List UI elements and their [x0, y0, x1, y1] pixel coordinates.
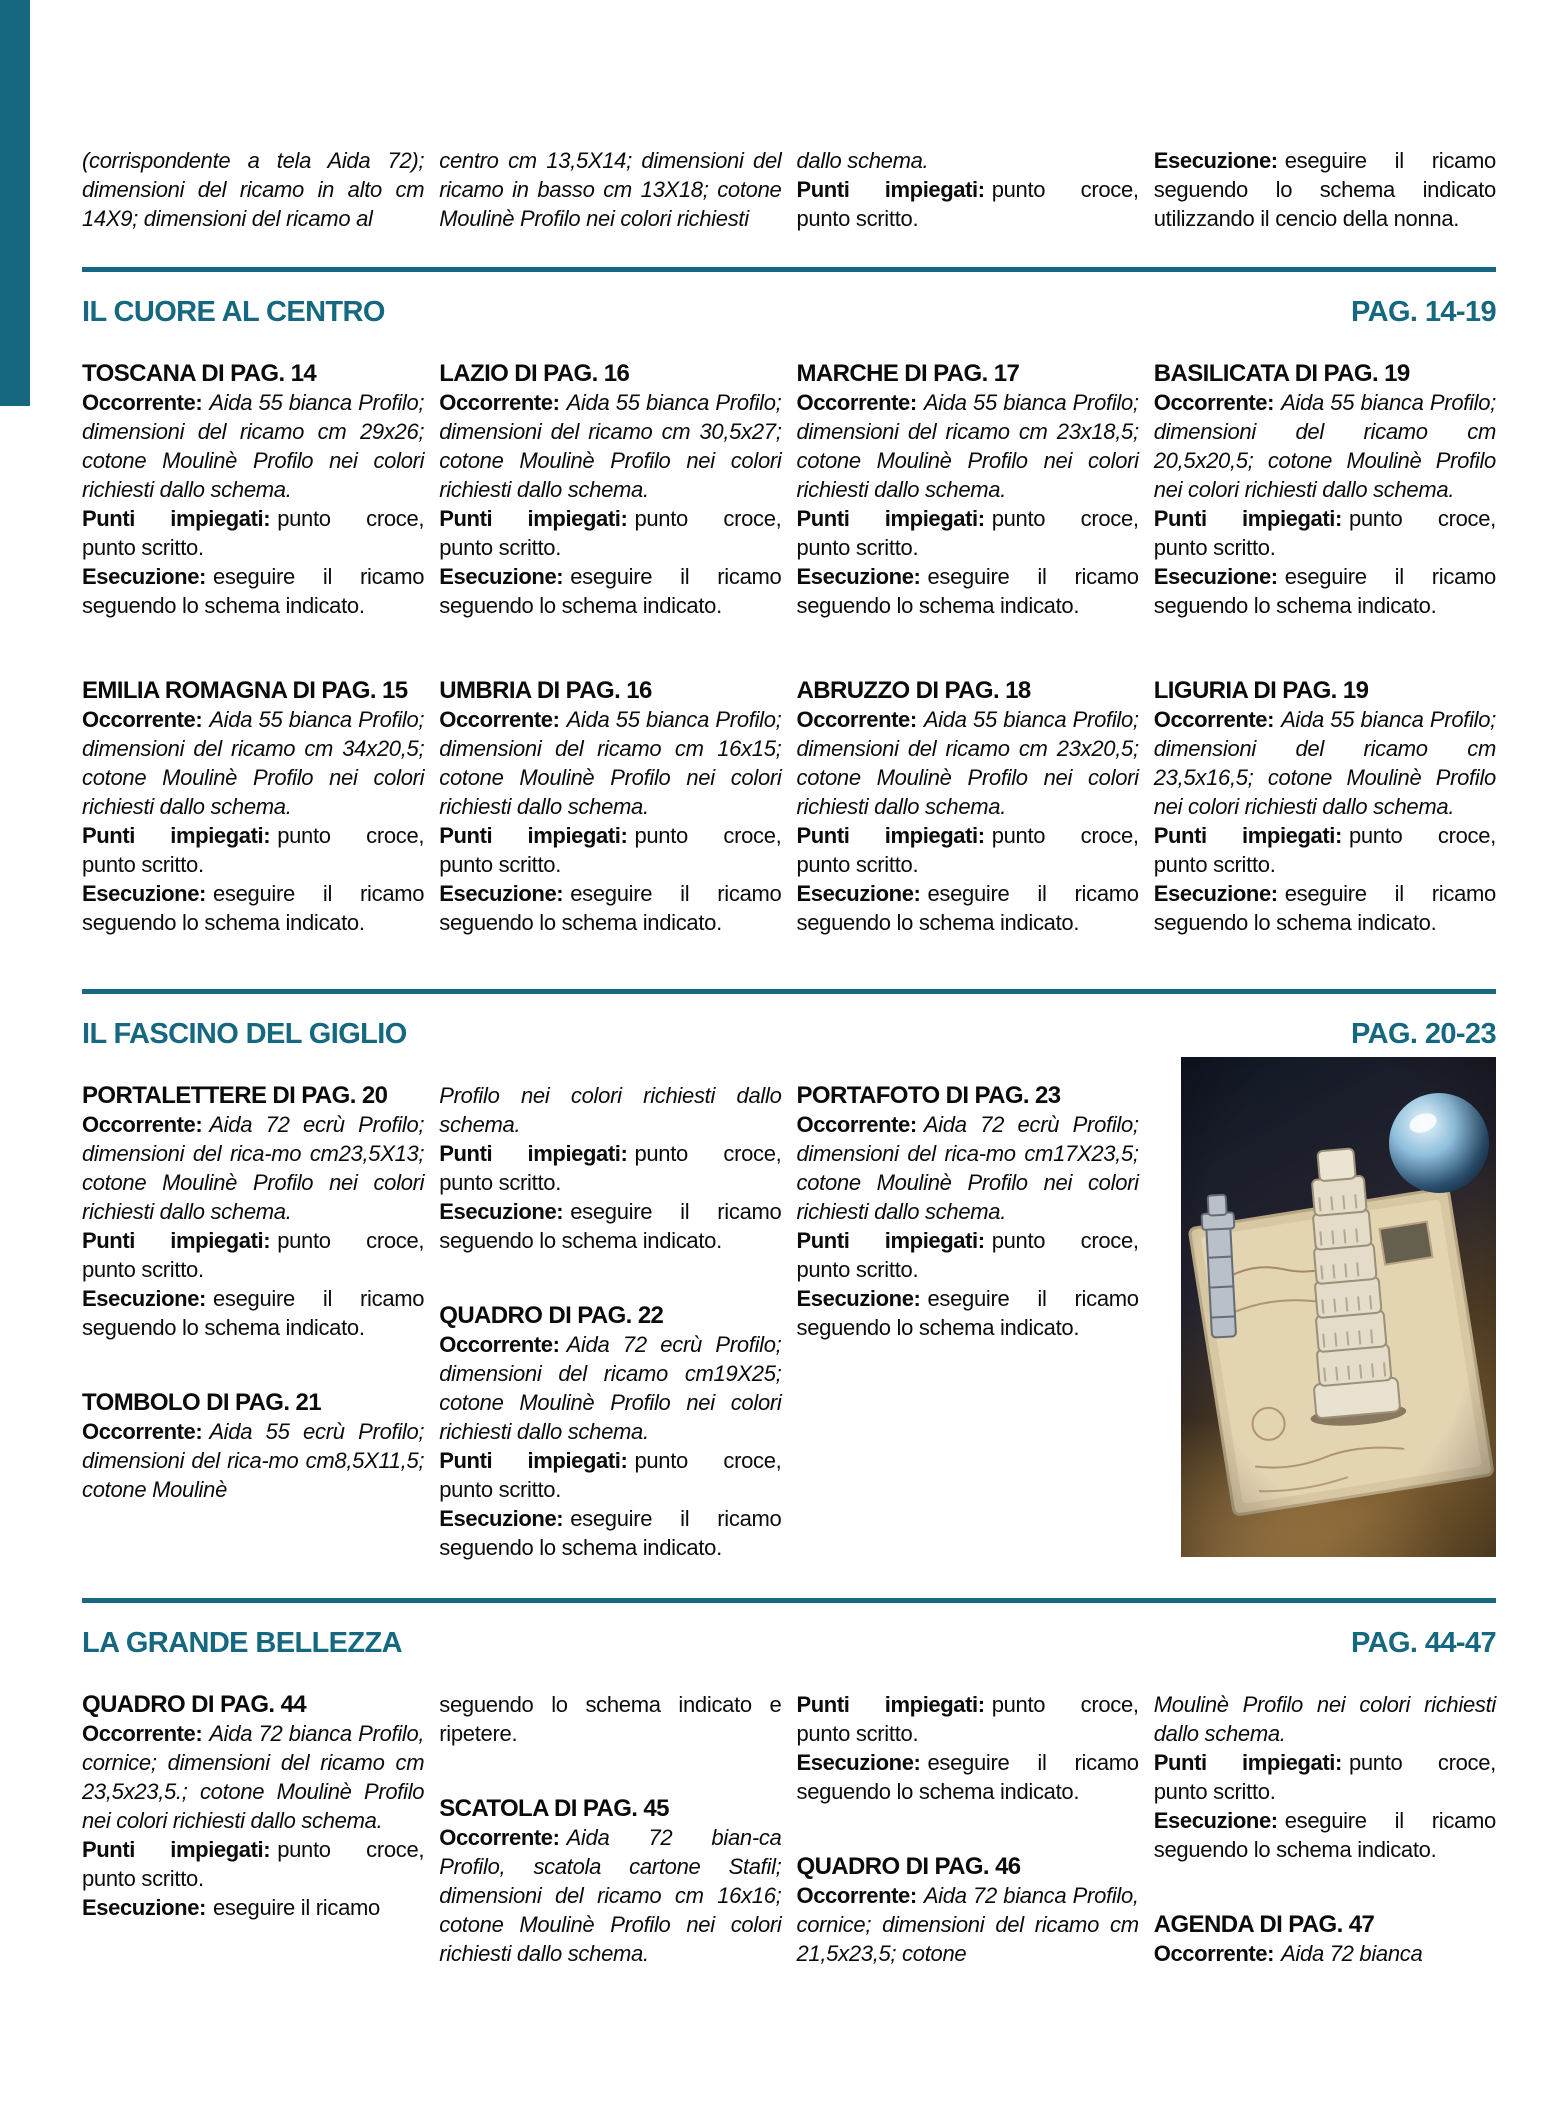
esecuzione-text: eseguire il ricamo seguendo lo schema indicato.	[1153, 564, 1496, 618]
project-block-tombolo	[82, 1388, 424, 1504]
project-block-quadro-44	[82, 1690, 424, 1922]
esecuzione-label: Esecuzione:	[439, 1506, 564, 1531]
punti-paragraph	[1154, 1748, 1496, 1806]
section-header	[82, 295, 1496, 329]
esecuzione-paragraph	[797, 1748, 1139, 1806]
occorrente-paragraph	[82, 1417, 424, 1504]
punti-text: punto croce, punto scritto.	[82, 506, 425, 560]
project-block-scatola	[439, 1794, 781, 1968]
occorrente-label: Occorrente:	[796, 390, 917, 415]
section-title: IL CUORE AL CENTRO	[82, 296, 385, 328]
occorrente-text: Aida 55 bianca Profilo; dimensioni del ricamo cm 30,5x27; cotone Moulinè Profilo nei colori richiesti dallo schema.	[439, 390, 782, 502]
top-col-1	[82, 146, 424, 233]
esecuzione-text: eseguire il ricamo seguendo lo schema indicato.	[796, 1286, 1139, 1340]
occorrente-text: Aida 55 bianca Profilo; dimensioni del ricamo cm 23,5x16,5; cotone Moulinè Profilo nei colori richiesti dallo schema.	[1153, 707, 1496, 819]
occorrente-label: Occorrente:	[796, 1112, 917, 1137]
occorrente-label: Occorrente:	[82, 1419, 203, 1444]
esecuzione-paragraph	[1154, 1806, 1496, 1864]
punti-label: Punti impiegati:	[439, 823, 628, 848]
occorrente-paragraph	[1154, 1939, 1496, 1968]
esecuzione-label: Esecuzione:	[82, 564, 206, 589]
project-title: LIGURIA DI PAG. 19	[1153, 677, 1369, 704]
occorrente-text: Aida 55 ecrù Profilo; dimensioni del rica-mo cm8,5X11,5; cotone Moulinè	[82, 1419, 425, 1502]
esecuzione-paragraph	[439, 1197, 781, 1255]
project-title: LAZIO DI PAG. 16	[439, 360, 630, 387]
occorrente-text: Aida 72 ecrù Profilo; dimensioni del ricamo cm19X25; cotone Moulinè Profilo nei colori richiesti dallo schema.	[439, 1332, 782, 1444]
occorrente-text: Aida 72 bianca Profilo, cornice; dimensioni del ricamo cm 21,5x23,5; cotone	[796, 1883, 1139, 1966]
esecuzione-paragraph	[1154, 146, 1496, 233]
esecuzione-paragraph	[82, 1284, 424, 1342]
section-3-col-2	[439, 1690, 781, 1968]
project-title: ABRUZZO DI PAG. 18	[796, 677, 1031, 704]
punti-text: punto croce, punto scritto.	[1153, 1750, 1496, 1804]
page-content	[82, 0, 1496, 1968]
tombolo-continuation	[439, 1081, 781, 1255]
project-title: SCATOLA DI PAG. 45	[439, 1795, 669, 1822]
occorrente-paragraph	[797, 1110, 1139, 1226]
occorrente-text: Aida 55 bianca Profilo; dimensioni del ricamo cm 23x20,5; cotone Moulinè Profilo nei colori richiesti dallo schema.	[796, 707, 1139, 819]
esecuzione-paragraph	[439, 879, 781, 937]
project-title: TOMBOLO DI PAG. 21	[82, 1389, 322, 1416]
pisa-tower-photo	[1181, 1057, 1496, 1557]
project-title: PORTALETTERE DI PAG. 20	[82, 1082, 388, 1109]
esecuzione-text: eseguire il ricamo seguendo lo schema indicato.	[82, 881, 425, 935]
project-block-portafoto	[797, 1081, 1139, 1342]
esecuzione-paragraph	[82, 562, 424, 620]
left-margin-bar	[0, 0, 30, 406]
occorrente-text: Aida 72 bianca Profilo, cornice; dimensioni del ricamo cm 23,5x23,5.; cotone Moulinè Profilo nei colori richiesti dallo schema.	[82, 1721, 425, 1833]
project-title: AGENDA DI PAG. 47	[1153, 1911, 1375, 1938]
section-3-col-4	[1154, 1690, 1496, 1968]
occorrente-label: Occorrente:	[439, 707, 560, 732]
esecuzione-text: eseguire il ricamo seguendo lo schema indicato.	[439, 1506, 782, 1560]
esecuzione-label: Esecuzione:	[1153, 564, 1278, 589]
section-2-col-3	[797, 1081, 1139, 1342]
section-2-col-1	[82, 1081, 424, 1504]
occorrente-text: Aida 72 ecrù Profilo; dimensioni del rica-mo cm23,5X13; cotone Moulinè Profilo nei colori richiesti dallo schema.	[82, 1112, 425, 1224]
esecuzione-text: eseguire il ricamo seguendo lo schema indicato.	[82, 1286, 425, 1340]
punti-paragraph	[1154, 821, 1496, 879]
punti-paragraph	[1154, 504, 1496, 562]
section-divider-rule	[82, 267, 1496, 272]
project-title: UMBRIA DI PAG. 16	[439, 677, 652, 704]
punti-text: punto croce, punto scritto.	[796, 1228, 1139, 1282]
punti-text: punto croce, punto scritto.	[796, 506, 1139, 560]
occorrente-label: Occorrente:	[82, 390, 203, 415]
punti-label: Punti impiegati:	[82, 1837, 271, 1862]
project-block-abruzzo	[797, 676, 1139, 937]
occorrente-text: Profilo nei colori richiesti dallo schema.	[439, 1083, 782, 1137]
occorrente-paragraph	[1154, 705, 1496, 821]
punti-paragraph	[439, 821, 781, 879]
project-title: PORTAFOTO DI PAG. 23	[796, 1082, 1061, 1109]
occorrente-label: Occorrente:	[439, 390, 560, 415]
occorrente-label: Occorrente:	[1153, 707, 1275, 732]
occorrente-paragraph	[439, 705, 781, 821]
occorrente-paragraph	[797, 705, 1139, 821]
continuation-text	[1154, 1690, 1496, 1748]
punti-label: Punti impiegati:	[439, 1141, 628, 1166]
top-col-4	[1154, 146, 1496, 233]
esecuzione-text: eseguire il ricamo seguendo lo schema indicato.	[439, 564, 782, 618]
esecuzione-text: eseguire il ricamo seguendo lo schema indicato utilizzando il cencio della nonna.	[1153, 148, 1496, 231]
occorrente-text: Aida 55 bianca Profilo; dimensioni del ricamo cm 20,5x20,5; cotone Moulinè Profilo nei colori richiesti dallo schema.	[1153, 390, 1496, 502]
punti-label: Punti impiegati:	[1153, 1750, 1342, 1775]
occorrente-label: Occorrente:	[82, 1112, 203, 1137]
punti-label: Punti impiegati:	[1153, 823, 1342, 848]
project-block-basilicata	[1154, 359, 1496, 620]
occorrente-paragraph	[82, 1719, 424, 1835]
punti-paragraph	[797, 1226, 1139, 1284]
esecuzione-label: Esecuzione:	[796, 881, 921, 906]
punti-label: Punti impiegati:	[439, 506, 628, 531]
occorrente-label: Occorrente:	[82, 1721, 203, 1746]
esecuzione-label: Esecuzione:	[796, 564, 921, 589]
section-divider-rule	[82, 989, 1496, 994]
punti-text: punto croce, punto scritto.	[82, 1837, 425, 1891]
section-page-range: PAG. 44-47	[1351, 1627, 1496, 1659]
esecuzione-paragraph	[439, 562, 781, 620]
continuation-text	[439, 1081, 781, 1139]
esecuzione-paragraph	[439, 1504, 781, 1562]
punti-label: Punti impiegati:	[82, 506, 271, 531]
occorrente-paragraph	[439, 1330, 781, 1446]
punti-label: Punti impiegati:	[1153, 506, 1342, 531]
esecuzione-label: Esecuzione:	[1153, 881, 1278, 906]
section-3-col-3	[797, 1690, 1139, 1968]
punti-text: punto croce, punto scritto.	[439, 1141, 782, 1195]
esecuzione-text: eseguire il ricamo seguendo lo schema indicato.	[796, 564, 1139, 618]
section-title: IL FASCINO DEL GIGLIO	[82, 1018, 407, 1050]
project-block-emilia-romagna	[82, 676, 424, 937]
punti-paragraph	[439, 504, 781, 562]
quadro-46-continuation	[1154, 1690, 1496, 1864]
occorrente-paragraph	[797, 388, 1139, 504]
section-header	[82, 1017, 1496, 1051]
project-block-marche	[797, 359, 1139, 620]
project-title: QUADRO DI PAG. 46	[796, 1853, 1021, 1880]
quadro-44-continuation	[439, 1690, 781, 1748]
esecuzione-text: seguendo lo schema indicato e ripetere.	[439, 1692, 782, 1746]
continuation-text	[82, 146, 424, 233]
esecuzione-text: eseguire il ricamo seguendo lo schema indicato.	[1153, 881, 1496, 935]
section-2-col-2	[439, 1081, 781, 1562]
occorrente-text: Aida 72 ecrù Profilo; dimensioni del rica-mo cm17X23,5; cotone Moulinè Profilo nei colori richiesti dallo schema.	[796, 1112, 1139, 1224]
punti-label: Punti impiegati:	[82, 1228, 271, 1253]
occorrente-text: Aida 55 bianca Profilo; dimensioni del ricamo cm 23x18,5; cotone Moulinè Profilo nei colori richiesti dallo schema.	[796, 390, 1139, 502]
esecuzione-paragraph	[1154, 562, 1496, 620]
occorrente-paragraph	[82, 705, 424, 821]
occorrente-label: Occorrente:	[1153, 1941, 1275, 1966]
punti-paragraph	[797, 504, 1139, 562]
top-col-2	[439, 146, 781, 233]
occorrente-paragraph	[1154, 388, 1496, 504]
punti-paragraph	[82, 504, 424, 562]
esecuzione-text: eseguire il ricamo seguendo lo schema indicato.	[82, 564, 425, 618]
occorrente-text: centro cm 13,5X14; dimensioni del ricamo in basso cm 13X18; cotone Moulinè Profilo nei colori richiesti	[439, 148, 782, 231]
esecuzione-label: Esecuzione:	[796, 1286, 921, 1311]
occorrente-paragraph	[82, 388, 424, 504]
punti-paragraph	[439, 1446, 781, 1504]
section-3-col-1	[82, 1690, 424, 1922]
esecuzione-text: eseguire il ricamo seguendo lo schema indicato.	[439, 1199, 782, 1253]
esecuzione-label: Esecuzione:	[82, 1895, 206, 1920]
esecuzione-label: Esecuzione:	[439, 564, 564, 589]
punti-paragraph	[797, 1690, 1139, 1748]
esecuzione-paragraph	[1154, 879, 1496, 937]
esecuzione-text: eseguire il ricamo seguendo lo schema indicato.	[439, 881, 782, 935]
esecuzione-paragraph	[82, 1893, 424, 1922]
punti-label: Punti impiegati:	[439, 1448, 628, 1473]
esecuzione-label: Esecuzione:	[439, 1199, 564, 1224]
esecuzione-label: Esecuzione:	[1153, 148, 1278, 173]
esecuzione-label: Esecuzione:	[82, 881, 206, 906]
project-title: MARCHE DI PAG. 17	[796, 360, 1020, 387]
punti-label: Punti impiegati:	[796, 506, 985, 531]
section-divider-rule	[82, 1598, 1496, 1603]
punti-label: Punti impiegati:	[796, 823, 985, 848]
project-title: TOSCANA DI PAG. 14	[82, 360, 317, 387]
occorrente-label: Occorrente:	[1153, 390, 1275, 415]
punti-label: Punti impiegati:	[796, 1228, 985, 1253]
section-1-grid	[82, 359, 1496, 937]
punti-label: Punti impiegati:	[82, 823, 271, 848]
punti-text: punto croce, punto scritto.	[796, 177, 1139, 231]
project-block-umbria	[439, 676, 781, 937]
continuation-text	[439, 146, 781, 233]
occorrente-text: Aida 55 bianca Profilo; dimensioni del ricamo cm 34x20,5; cotone Moulinè Profilo nei colori richiesti dallo schema.	[82, 707, 425, 819]
occorrente-label: Occorrente:	[796, 1883, 917, 1908]
punti-text: punto croce, punto scritto.	[1153, 506, 1496, 560]
occorrente-label: Occorrente:	[439, 1332, 560, 1357]
project-block-liguria	[1154, 676, 1496, 937]
occorrente-text: Aida 55 bianca Profilo; dimensioni del ricamo cm 16x15; cotone Moulinè Profilo nei colori richiesti dallo schema.	[439, 707, 782, 819]
esecuzione-label: Esecuzione:	[82, 1286, 206, 1311]
project-block-lazio	[439, 359, 781, 620]
section-2-grid	[82, 1081, 1496, 1562]
esecuzione-paragraph	[797, 1284, 1139, 1342]
section-page-range: PAG. 20-23	[1351, 1018, 1496, 1050]
project-title: BASILICATA DI PAG. 19	[1153, 360, 1410, 387]
occorrente-text: Aida 72 bianca	[1281, 1941, 1423, 1966]
project-title: QUADRO DI PAG. 22	[439, 1302, 664, 1329]
continuation-text	[439, 1690, 781, 1748]
punti-paragraph	[797, 175, 1139, 233]
occorrente-paragraph	[797, 1881, 1139, 1968]
punti-text: punto croce, punto scritto.	[82, 1228, 425, 1282]
esecuzione-paragraph	[82, 879, 424, 937]
project-title: QUADRO DI PAG. 44	[82, 1691, 307, 1718]
section-title: LA GRANDE BELLEZZA	[82, 1627, 402, 1659]
occorrente-label: Occorrente:	[796, 707, 917, 732]
project-block-quadro-46	[797, 1852, 1139, 1968]
section-header	[82, 1626, 1496, 1660]
occorrente-text: (corrispondente a tela Aida 72); dimensioni del ricamo in alto cm 14X9; dimensioni del ricamo al	[82, 148, 425, 231]
punti-paragraph	[439, 1139, 781, 1197]
top-col-3	[797, 146, 1139, 233]
occorrente-text: Aida 72 bian-ca Profilo, scatola cartone Stafil; dimensioni del ricamo cm 16x16; cotone Moulinè Profilo nei colori richiesti dallo schema.	[439, 1825, 782, 1966]
project-title: EMILIA ROMAGNA DI PAG. 15	[82, 677, 408, 704]
esecuzione-text: eseguire il ricamo seguendo lo schema indicato.	[796, 1750, 1139, 1804]
continuation-text	[797, 146, 1139, 175]
occorrente-label: Occorrente:	[82, 707, 203, 732]
punti-text: punto croce, punto scritto.	[439, 1448, 782, 1502]
punti-text: punto croce, punto scritto.	[796, 823, 1139, 877]
project-block-toscana	[82, 359, 424, 620]
top-continuation-block	[82, 146, 1496, 233]
project-block-agenda	[1154, 1910, 1496, 1968]
occorrente-paragraph	[439, 388, 781, 504]
esecuzione-paragraph	[797, 879, 1139, 937]
punti-text: punto croce, punto scritto.	[1153, 823, 1496, 877]
occorrente-paragraph	[82, 1110, 424, 1226]
project-block-quadro-22	[439, 1301, 781, 1562]
esecuzione-text: eseguire il ricamo	[212, 1895, 380, 1920]
punti-paragraph	[82, 1226, 424, 1284]
punti-text: punto croce, punto scritto.	[439, 506, 782, 560]
esecuzione-label: Esecuzione:	[796, 1750, 921, 1775]
punti-label: Punti impiegati:	[796, 1692, 985, 1717]
section-page-range: PAG. 14-19	[1351, 296, 1496, 328]
scatola-continuation	[797, 1690, 1139, 1806]
section-3-grid	[82, 1690, 1496, 1968]
punti-paragraph	[797, 821, 1139, 879]
project-block-portalettere	[82, 1081, 424, 1342]
esecuzione-paragraph	[797, 562, 1139, 620]
esecuzione-label: Esecuzione:	[1153, 1808, 1278, 1833]
punti-text: punto croce, punto scritto.	[439, 823, 782, 877]
punti-text: punto croce, punto scritto.	[82, 823, 425, 877]
esecuzione-text: eseguire il ricamo seguendo lo schema indicato.	[1153, 1808, 1496, 1862]
occorrente-text: dallo schema.	[796, 148, 929, 173]
punti-text: punto croce, punto scritto.	[796, 1692, 1139, 1746]
punti-paragraph	[82, 1835, 424, 1893]
occorrente-paragraph	[439, 1823, 781, 1968]
occorrente-text: Aida 55 bianca Profilo; dimensioni del ricamo cm 29x26; cotone Moulinè Profilo nei colori richiesti dallo schema.	[82, 390, 425, 502]
esecuzione-text: eseguire il ricamo seguendo lo schema indicato.	[796, 881, 1139, 935]
punti-paragraph	[82, 821, 424, 879]
punti-label: Punti impiegati:	[796, 177, 985, 202]
occorrente-text: Moulinè Profilo nei colori richiesti dallo schema.	[1153, 1692, 1496, 1746]
occorrente-label: Occorrente:	[439, 1825, 560, 1850]
esecuzione-label: Esecuzione:	[439, 881, 564, 906]
section-2-col-4	[1154, 1081, 1496, 1557]
